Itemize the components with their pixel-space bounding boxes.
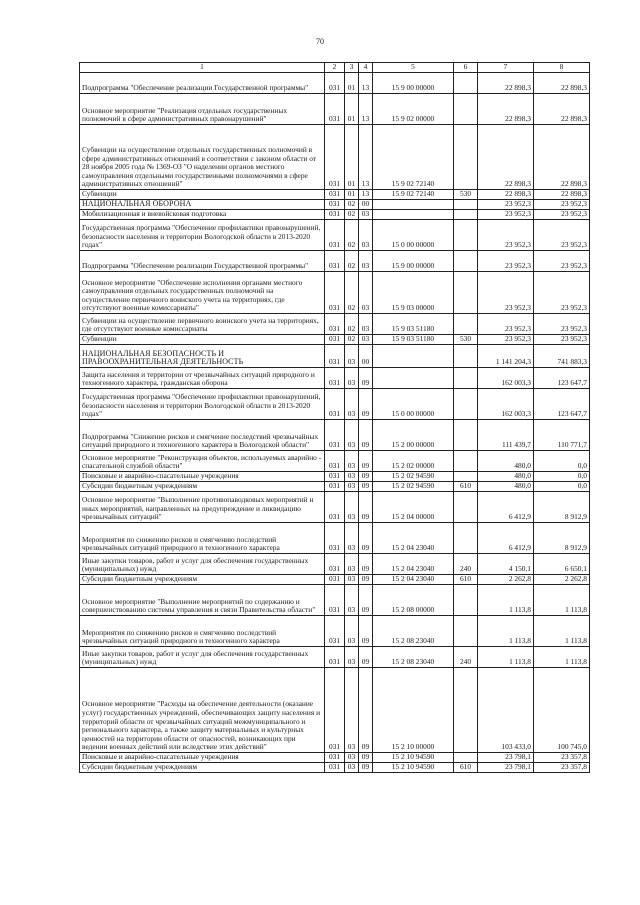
row-expense-type (454, 210, 478, 220)
row-expense-type: 240 (454, 554, 478, 575)
row-sum-2: 23 357,8 (534, 763, 590, 773)
row-rz: 03 (345, 482, 359, 492)
row-target-code: 15 0 00 00000 (373, 389, 454, 420)
row-gr: 031 (325, 554, 345, 575)
row-rz: 01 (345, 190, 359, 200)
row-rz: 03 (345, 554, 359, 575)
row-sum-2: 22 898,3 (534, 190, 590, 200)
row-target-code (373, 345, 454, 368)
row-target-code: 15 2 08 23040 (373, 616, 454, 647)
header-col-vr: 6 (454, 63, 478, 73)
row-target-code: 15 9 00 00000 (373, 73, 454, 94)
header-col-sum1: 7 (478, 63, 534, 73)
row-expense-type (454, 389, 478, 420)
row-expense-type (454, 451, 478, 472)
table-row (80, 575, 590, 585)
row-expense-type (454, 314, 478, 335)
row-name: Мобилизационная и вневойсковая подготовка (80, 210, 325, 220)
row-sum-2: 100 745,0 (534, 668, 590, 753)
row-sum-1: 111 439,7 (478, 420, 534, 451)
row-name: Мероприятия по снижению рисков и смягчению последствий чрезвычайных ситуаций природного и техногенного характера (80, 523, 325, 554)
row-target-code: 15 2 02 94590 (373, 472, 454, 482)
table-row (80, 220, 590, 251)
row-rz: 03 (345, 647, 359, 668)
row-gr: 031 (325, 220, 345, 251)
row-target-code: 15 0 00 00000 (373, 220, 454, 251)
header-col-gr: 2 (325, 63, 345, 73)
row-pr: 03 (359, 220, 373, 251)
row-rz: 03 (345, 492, 359, 523)
row-name: Основное мероприятие "Расходы на обеспечение деятельности (оказание услуг) государственных учреждений, обеспечивающих защиту населения и территорий области от чрезвычайных ситуаций межмуниципального и регионального характера, а также защиту материальных и культурных ценностей на территории области от опасностей, возникающих при ведении военных действий или вследствие этих действий" (80, 668, 325, 753)
row-name: Субсидии бюджетным учреждениям (80, 482, 325, 492)
table-row (80, 272, 590, 314)
row-target-code: 15 9 02 72140 (373, 125, 454, 190)
row-sum-1: 1 113,8 (478, 647, 534, 668)
row-sum-1: 480,0 (478, 472, 534, 482)
row-rz: 03 (345, 389, 359, 420)
table-row (80, 420, 590, 451)
row-sum-2: 110 771,7 (534, 420, 590, 451)
table-row (80, 753, 590, 763)
row-expense-type (454, 220, 478, 251)
row-sum-2: 1 113,8 (534, 616, 590, 647)
row-gr: 031 (325, 210, 345, 220)
row-sum-2: 23 952,3 (534, 200, 590, 210)
row-name: Поисковые и аварийно-спасательные учреждения (80, 472, 325, 482)
row-target-code: 15 9 02 72140 (373, 190, 454, 200)
row-sum-2: 23 952,3 (534, 210, 590, 220)
row-name: Государственная программа "Обеспечение профилактики правонарушений, безопасности населения и территории Вологодской области в 2013-2020 годах" (80, 389, 325, 420)
row-expense-type: 610 (454, 482, 478, 492)
row-sum-2: 23 357,8 (534, 753, 590, 763)
row-pr: 09 (359, 575, 373, 585)
row-rz: 02 (345, 314, 359, 335)
row-rz: 02 (345, 335, 359, 345)
row-pr: 13 (359, 125, 373, 190)
row-gr: 031 (325, 389, 345, 420)
row-sum-1: 23 952,3 (478, 200, 534, 210)
table-row (80, 616, 590, 647)
row-sum-2: 0,0 (534, 472, 590, 482)
row-target-code: 15 2 10 94590 (373, 753, 454, 763)
row-name: Мероприятия по снижению рисков и смягчению последствий чрезвычайных ситуаций природного и техногенного характера (80, 616, 325, 647)
header-row (80, 63, 590, 73)
row-target-code (373, 368, 454, 389)
row-pr: 03 (359, 210, 373, 220)
row-sum-2: 741 883,3 (534, 345, 590, 368)
row-expense-type: 240 (454, 647, 478, 668)
row-pr: 13 (359, 73, 373, 94)
table-row (80, 523, 590, 554)
row-sum-2: 123 647,7 (534, 389, 590, 420)
row-expense-type: 530 (454, 335, 478, 345)
row-rz: 03 (345, 753, 359, 763)
row-pr: 03 (359, 272, 373, 314)
row-rz: 02 (345, 251, 359, 272)
row-gr: 031 (325, 94, 345, 125)
row-rz: 01 (345, 73, 359, 94)
table-row (80, 73, 590, 94)
row-sum-1: 6 412,9 (478, 523, 534, 554)
row-sum-2: 23 952,3 (534, 272, 590, 314)
row-gr: 031 (325, 616, 345, 647)
row-expense-type (454, 272, 478, 314)
row-gr: 031 (325, 523, 345, 554)
row-pr: 00 (359, 345, 373, 368)
row-gr: 031 (325, 647, 345, 668)
row-name: Субвенции на осуществление первичного воинского учета на территориях, где отсутствуют военные комиссариаты (80, 314, 325, 335)
row-rz: 03 (345, 763, 359, 773)
row-expense-type (454, 73, 478, 94)
row-sum-1: 1 113,8 (478, 616, 534, 647)
row-target-code: 15 2 04 23040 (373, 575, 454, 585)
row-sum-1: 1 113,8 (478, 585, 534, 616)
row-rz: 03 (345, 472, 359, 482)
row-sum-1: 6 412,9 (478, 492, 534, 523)
row-sum-2: 1 113,8 (534, 647, 590, 668)
row-expense-type (454, 345, 478, 368)
table-row (80, 210, 590, 220)
row-target-code: 15 9 03 51180 (373, 335, 454, 345)
row-pr: 03 (359, 314, 373, 335)
table-row (80, 668, 590, 753)
row-pr: 09 (359, 492, 373, 523)
table-row (80, 335, 590, 345)
row-name: Субсидии бюджетным учреждениям (80, 575, 325, 585)
row-expense-type: 610 (454, 763, 478, 773)
row-target-code: 15 2 04 00000 (373, 492, 454, 523)
row-name: Субвенции на осуществление отдельных государственных полномочий в сфере административных отношений в соответствии с законом области от 28 ноября 2005 года № 1369-ОЗ "О наделении органов местного самоуправления отдельными государственными полномочиями в сфере административных отношений" (80, 125, 325, 190)
row-gr: 031 (325, 575, 345, 585)
row-rz: 03 (345, 368, 359, 389)
row-name: НАЦИОНАЛЬНАЯ ОБОРОНА (80, 200, 325, 210)
row-rz: 03 (345, 668, 359, 753)
row-target-code: 15 2 04 23040 (373, 523, 454, 554)
row-gr: 031 (325, 368, 345, 389)
row-pr: 09 (359, 585, 373, 616)
row-expense-type (454, 200, 478, 210)
row-sum-2: 123 647,7 (534, 368, 590, 389)
row-sum-2: 0,0 (534, 482, 590, 492)
row-pr: 13 (359, 94, 373, 125)
row-rz: 01 (345, 94, 359, 125)
row-expense-type (454, 585, 478, 616)
row-target-code: 15 2 10 00000 (373, 668, 454, 753)
table-row (80, 482, 590, 492)
header-col-sum2: 8 (534, 63, 590, 73)
row-gr: 031 (325, 200, 345, 210)
row-rz: 03 (345, 345, 359, 368)
row-target-code: 15 2 00 00000 (373, 420, 454, 451)
row-target-code (373, 200, 454, 210)
row-rz: 02 (345, 272, 359, 314)
row-gr: 031 (325, 585, 345, 616)
row-pr: 09 (359, 420, 373, 451)
row-rz: 03 (345, 616, 359, 647)
row-expense-type (454, 420, 478, 451)
row-expense-type (454, 125, 478, 190)
header-col-pr: 4 (359, 63, 373, 73)
row-pr: 09 (359, 647, 373, 668)
row-name: Основное мероприятие "Обеспечение исполнения органами местного самоуправления отдельных государственных полномочий на осуществление первичного воинского учета на территориях, где отсутствуют военные комиссариаты" (80, 272, 325, 314)
row-pr: 09 (359, 482, 373, 492)
row-target-code: 15 2 08 00000 (373, 585, 454, 616)
row-gr: 031 (325, 492, 345, 523)
row-sum-2: 22 898,3 (534, 94, 590, 125)
row-sum-2: 8 912,9 (534, 523, 590, 554)
row-sum-1: 480,0 (478, 451, 534, 472)
row-sum-2: 23 952,3 (534, 220, 590, 251)
row-sum-1: 103 433,0 (478, 668, 534, 753)
table-row (80, 314, 590, 335)
row-rz: 03 (345, 585, 359, 616)
row-expense-type (454, 616, 478, 647)
row-name: Основное мероприятие "Реализация отдельных государственных полномочий в сфере административных правонарушений" (80, 94, 325, 125)
row-gr: 031 (325, 420, 345, 451)
row-name: Подпрограмма "Снижение рисков и смягчение последствий чрезвычайных ситуаций природного и техногенного характера в Вологодской области" (80, 420, 325, 451)
row-name: Подпрограмма "Обеспечение реализации Государственной программы" (80, 73, 325, 94)
row-target-code: 15 9 03 51180 (373, 314, 454, 335)
row-gr: 031 (325, 668, 345, 753)
row-target-code: 15 9 02 00000 (373, 94, 454, 125)
table-row (80, 585, 590, 616)
row-name: Подпрограмма "Обеспечение реализации Государственной программы" (80, 251, 325, 272)
row-sum-2: 23 952,3 (534, 251, 590, 272)
row-pr: 09 (359, 389, 373, 420)
row-target-code: 15 2 10 94590 (373, 763, 454, 773)
row-sum-1: 23 952,3 (478, 210, 534, 220)
row-sum-1: 22 898,3 (478, 125, 534, 190)
row-name: Государственная программа "Обеспечение профилактики правонарушений, безопасности населения и территории Вологодской области в 2013-2020 годах" (80, 220, 325, 251)
row-target-code: 15 2 02 94590 (373, 482, 454, 492)
row-expense-type: 610 (454, 575, 478, 585)
row-name: Основное мероприятие "Выполнение мероприятий по содержанию и совершенствованию системы управления и связи Правительства области" (80, 585, 325, 616)
row-sum-1: 23 952,3 (478, 314, 534, 335)
row-sum-1: 1 141 204,3 (478, 345, 534, 368)
row-sum-1: 23 952,3 (478, 272, 534, 314)
row-gr: 031 (325, 345, 345, 368)
row-name: Основное мероприятие "Выполнение противопаводковых мероприятий и иных мероприятий, направленных на предупреждение и ликвидацию чрезвычайных ситуаций" (80, 492, 325, 523)
header-col-name: 1 (80, 63, 325, 73)
row-gr: 031 (325, 125, 345, 190)
page-number: 70 (316, 37, 324, 46)
row-pr: 09 (359, 472, 373, 482)
row-name: Иные закупки товаров, работ и услуг для обеспечения государственных (муниципальных) нужд (80, 647, 325, 668)
row-sum-2: 0,0 (534, 451, 590, 472)
row-expense-type: 530 (454, 190, 478, 200)
row-expense-type (454, 668, 478, 753)
table-row (80, 492, 590, 523)
row-sum-1: 2 262,8 (478, 575, 534, 585)
row-expense-type (454, 251, 478, 272)
row-pr: 09 (359, 523, 373, 554)
row-pr: 00 (359, 200, 373, 210)
row-name: Поисковые и аварийно-спасательные учреждения (80, 753, 325, 763)
row-sum-2: 22 898,3 (534, 73, 590, 94)
row-rz: 03 (345, 451, 359, 472)
row-pr: 13 (359, 190, 373, 200)
row-target-code (373, 210, 454, 220)
table-row (80, 763, 590, 773)
table-row (80, 389, 590, 420)
row-pr: 09 (359, 616, 373, 647)
row-pr: 09 (359, 753, 373, 763)
row-name: НАЦИОНАЛЬНАЯ БЕЗОПАСНОСТЬ И ПРАВООХРАНИТЕЛЬНАЯ ДЕЯТЕЛЬНОСТЬ (80, 345, 325, 368)
table-row (80, 647, 590, 668)
row-sum-2: 1 113,8 (534, 585, 590, 616)
row-expense-type (454, 523, 478, 554)
row-sum-2: 22 898,3 (534, 125, 590, 190)
header-col-cs: 5 (373, 63, 454, 73)
table-row (80, 125, 590, 190)
row-gr: 031 (325, 763, 345, 773)
table-row (80, 451, 590, 472)
row-gr: 031 (325, 451, 345, 472)
row-rz: 02 (345, 220, 359, 251)
row-sum-2: 8 912,9 (534, 492, 590, 523)
table-row (80, 368, 590, 389)
row-expense-type (454, 368, 478, 389)
row-name: Защита населения и территории от чрезвычайных ситуаций природного и техногенного характера, гражданская оборона (80, 368, 325, 389)
table-row (80, 200, 590, 210)
row-gr: 031 (325, 272, 345, 314)
table-row (80, 472, 590, 482)
row-target-code: 15 9 03 00000 (373, 272, 454, 314)
row-sum-1: 162 003,3 (478, 368, 534, 389)
row-expense-type (454, 492, 478, 523)
row-gr: 031 (325, 190, 345, 200)
budget-table (79, 62, 590, 773)
row-gr: 031 (325, 472, 345, 482)
row-name: Субвенции (80, 335, 325, 345)
row-sum-1: 22 898,3 (478, 190, 534, 200)
row-pr: 09 (359, 554, 373, 575)
row-sum-1: 162 003,3 (478, 389, 534, 420)
row-name: Основное мероприятие "Реконструкция объектов, используемых аварийно - спасательной службой области" (80, 451, 325, 472)
row-pr: 03 (359, 251, 373, 272)
row-gr: 031 (325, 251, 345, 272)
row-target-code: 15 2 04 23040 (373, 554, 454, 575)
row-sum-1: 22 898,3 (478, 94, 534, 125)
row-sum-2: 6 650,1 (534, 554, 590, 575)
table-row (80, 94, 590, 125)
row-name: Субсидии бюджетным учреждениям (80, 763, 325, 773)
row-sum-1: 23 952,3 (478, 220, 534, 251)
row-sum-1: 23 798,1 (478, 753, 534, 763)
row-rz: 03 (345, 420, 359, 451)
row-target-code: 15 9 00 00000 (373, 251, 454, 272)
row-pr: 09 (359, 668, 373, 753)
table-row (80, 190, 590, 200)
row-name: Субвенции (80, 190, 325, 200)
row-gr: 031 (325, 482, 345, 492)
row-gr: 031 (325, 73, 345, 94)
row-sum-1: 4 150,1 (478, 554, 534, 575)
row-gr: 031 (325, 335, 345, 345)
table-row (80, 251, 590, 272)
header-col-rz: 3 (345, 63, 359, 73)
row-sum-1: 23 952,3 (478, 335, 534, 345)
row-sum-1: 23 952,3 (478, 251, 534, 272)
row-sum-2: 2 262,8 (534, 575, 590, 585)
row-pr: 09 (359, 368, 373, 389)
row-name: Иные закупки товаров, работ и услуг для обеспечения государственных (муниципальных) нужд (80, 554, 325, 575)
row-pr: 09 (359, 763, 373, 773)
row-sum-2: 23 952,3 (534, 335, 590, 345)
row-target-code: 15 2 08 23040 (373, 647, 454, 668)
row-expense-type (454, 472, 478, 482)
row-sum-1: 22 898,3 (478, 73, 534, 94)
row-rz: 03 (345, 523, 359, 554)
table-row (80, 554, 590, 575)
row-sum-1: 23 798,1 (478, 763, 534, 773)
row-pr: 03 (359, 335, 373, 345)
row-pr: 09 (359, 451, 373, 472)
row-sum-2: 23 952,3 (534, 314, 590, 335)
row-rz: 01 (345, 125, 359, 190)
row-rz: 03 (345, 575, 359, 585)
row-sum-1: 480,0 (478, 482, 534, 492)
row-gr: 031 (325, 314, 345, 335)
row-target-code: 15 2 02 00000 (373, 451, 454, 472)
row-expense-type (454, 753, 478, 763)
table-row (80, 345, 590, 368)
row-expense-type (454, 94, 478, 125)
row-gr: 031 (325, 753, 345, 763)
row-rz: 02 (345, 210, 359, 220)
row-rz: 02 (345, 200, 359, 210)
